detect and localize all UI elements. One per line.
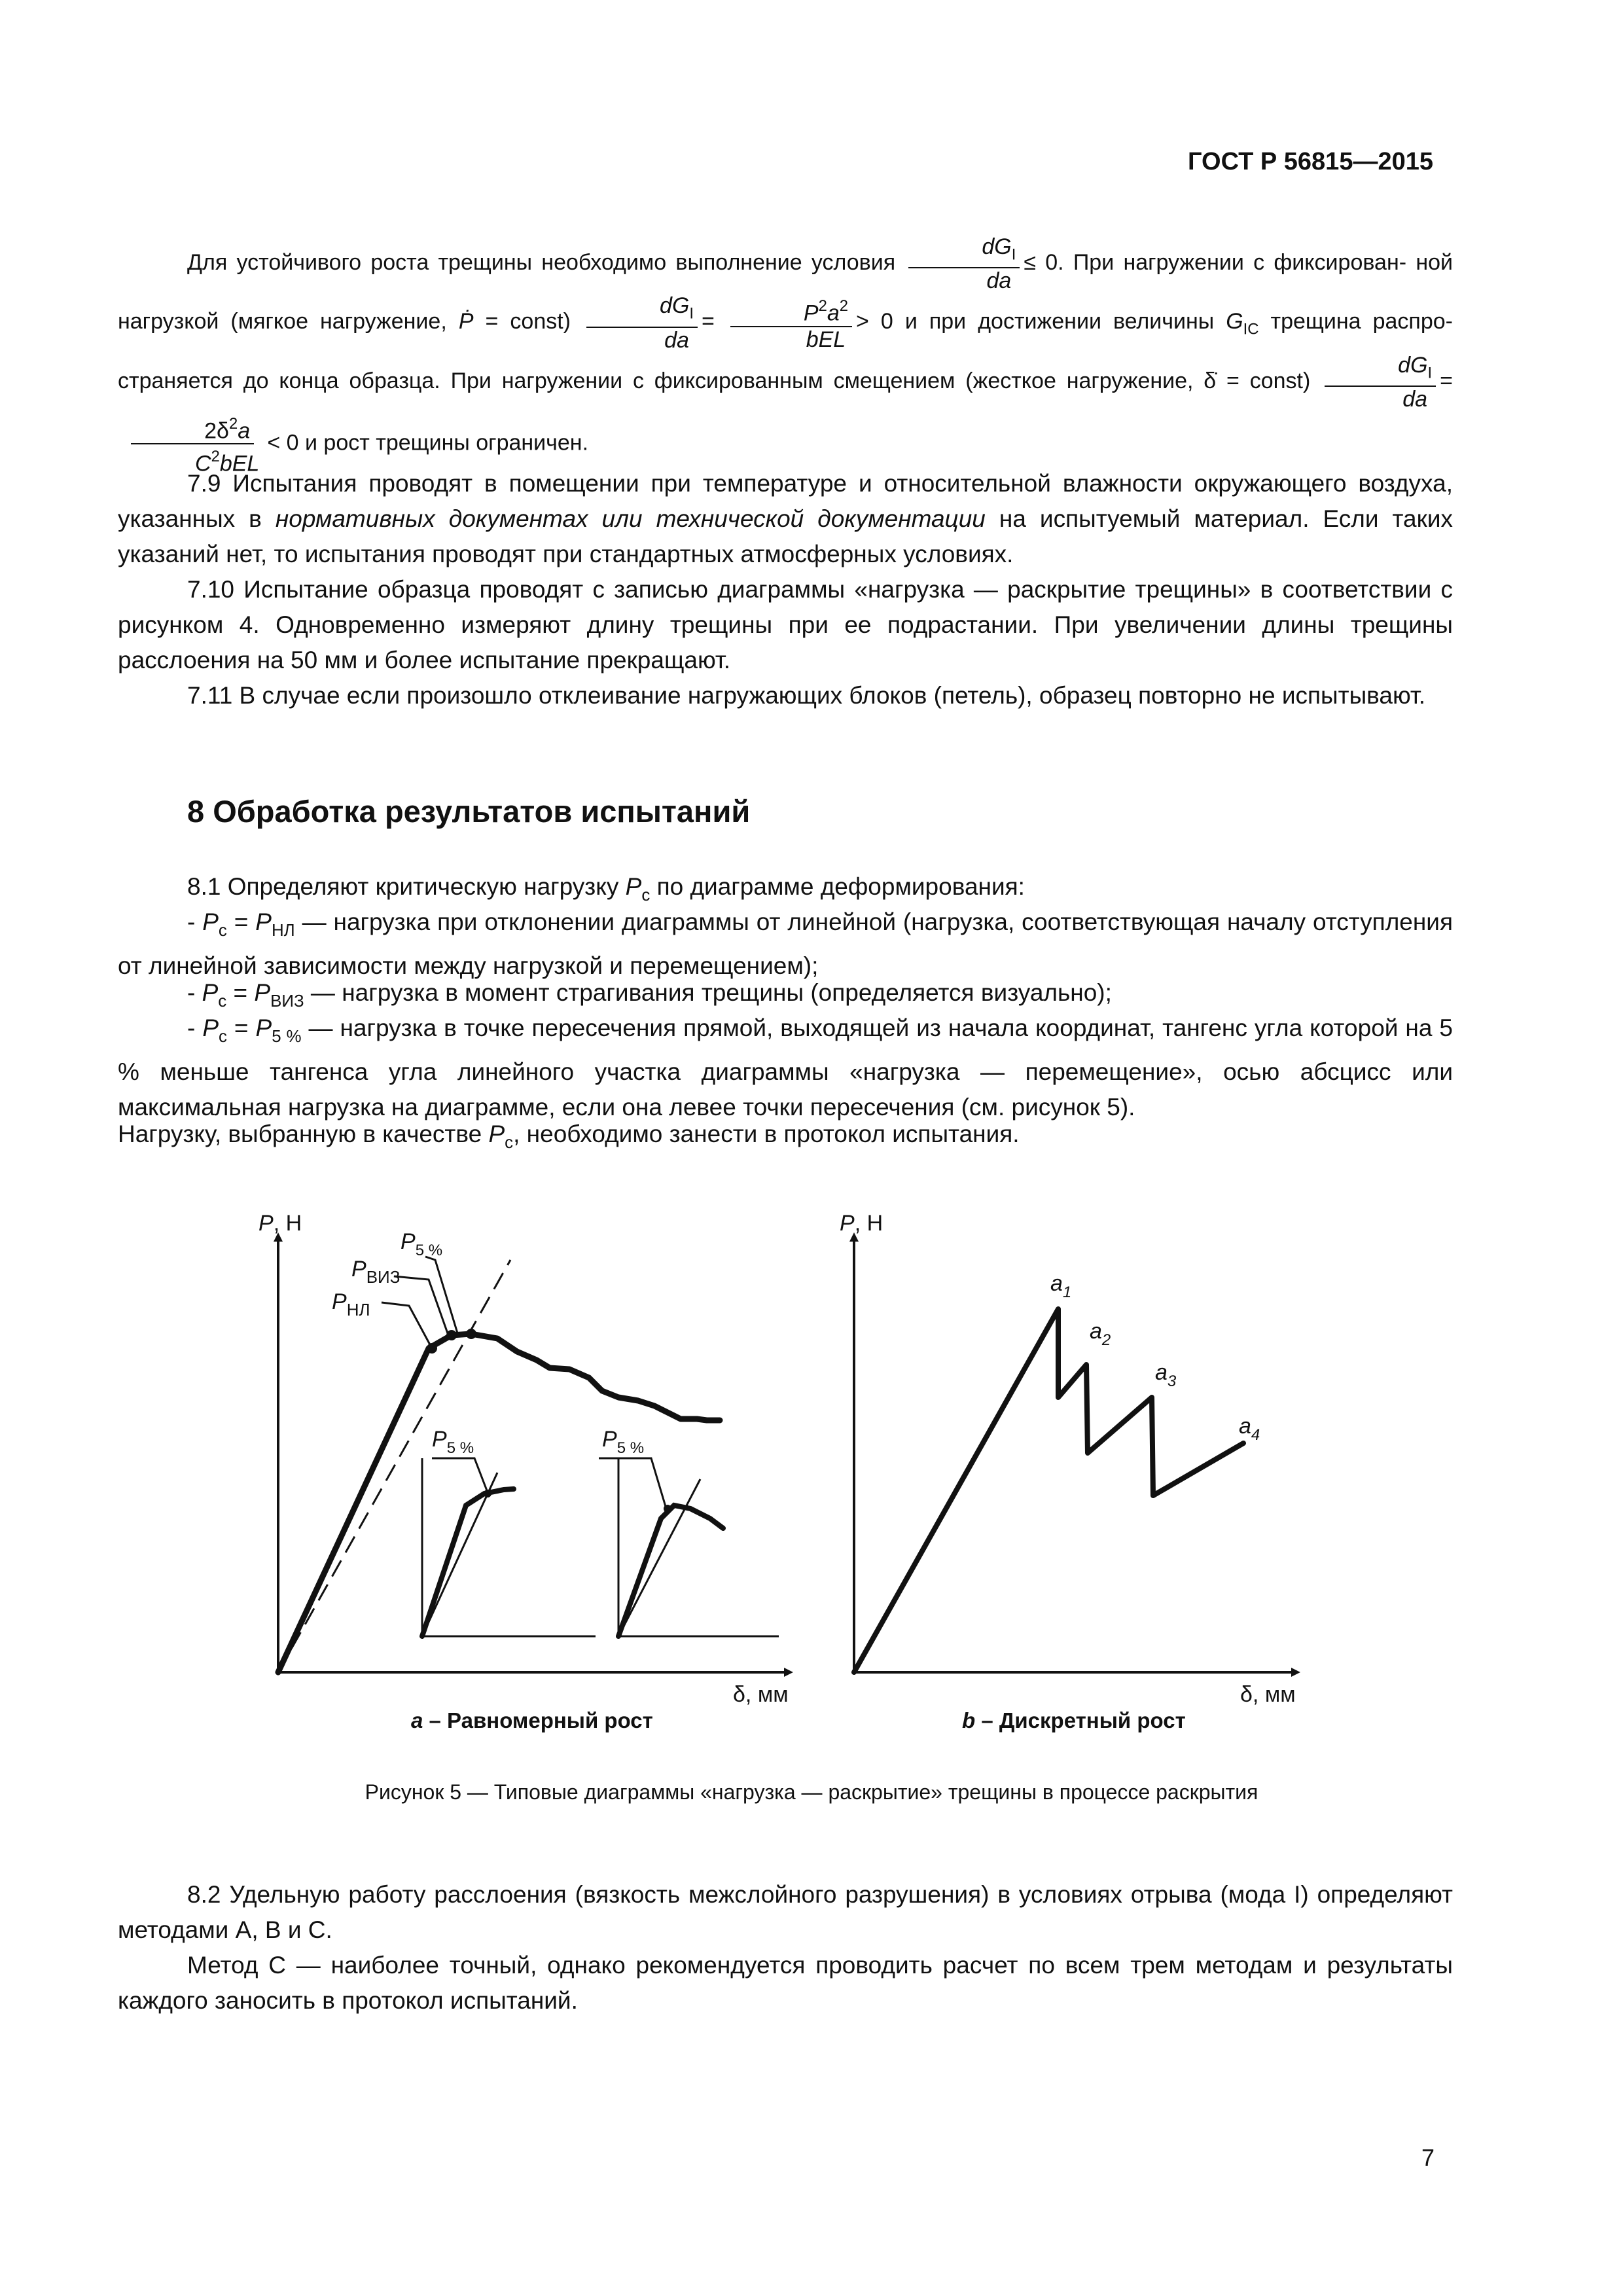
formula-text-7: и рост трещины ограничен. bbox=[304, 430, 589, 456]
panel-a-tangent-line bbox=[278, 1260, 510, 1672]
document-header: ГОСТ Р 56815—2015 bbox=[1188, 148, 1433, 175]
panel-b-load-curve bbox=[854, 1309, 1243, 1672]
paragraph-7-9: 7.9 Испытания проводят в помещении при температуре и относительной влажности окружающего воздуха, указанных в нормативных документах или технической документации на испытуемый материал. Если таких указаний нет, то испытания проводят при стандартных атмосферных условиях. bbox=[118, 470, 1453, 567]
panel-a-y-axis-label: P, Н bbox=[259, 1211, 302, 1236]
formula-text-5: трещина распро- bbox=[1270, 309, 1453, 334]
formula-text-6: страняется до конца образца. При нагружении с фиксированным смещением (жесткое нагружение, bbox=[118, 368, 1194, 393]
label-a4: $a_4$ bbox=[1239, 1414, 1260, 1444]
page-number: 7 bbox=[1421, 2144, 1435, 2171]
formula-text-2: При нагружении с фиксирован- bbox=[1073, 250, 1407, 276]
label-pnl: $P_{НЛ}$ bbox=[332, 1289, 370, 1319]
label-a1: $a_1$ bbox=[1050, 1271, 1072, 1301]
section-8-title: 8 Обработка результатов испытаний bbox=[187, 794, 751, 829]
bullet-p-5: - $P_c = P_{5 \%}$ — нагрузка в точке пересечения прямой, выходящей из начала координат, тангенс угла которой на 5 % меньше тангенса угла линейного участка диаграммы «нагрузка — перемещение», осью абсцисс или максимальная нагрузка на диаграмме, если она левее точки пересечения (см. рисунок 5). bbox=[118, 1014, 1453, 1121]
panel-b-caption: b – Дискретный рост bbox=[962, 1708, 1186, 1732]
panel-b-y-axis-label: P, Н bbox=[840, 1211, 883, 1236]
label-p5: $P_{5 \%}$ bbox=[401, 1229, 443, 1259]
panel-b-x-axis-label: δ, мм bbox=[1240, 1682, 1296, 1707]
panel-a-load-curve bbox=[278, 1334, 720, 1672]
label-a2: $a_2$ bbox=[1090, 1319, 1111, 1349]
inset-2 bbox=[599, 1427, 779, 1636]
paragraph-8-1: 8.1 Определяют критическую нагрузку $P_c$ по диаграмме деформирования: bbox=[187, 873, 1025, 905]
panel-b-axes bbox=[854, 1237, 1296, 1672]
figure-caption: Рисунок 5 — Типовые диаграммы «нагрузка — раскрытие» трещины в процессе раскрытия bbox=[365, 1780, 1258, 1804]
panel-a-caption: a – Равномерный рост bbox=[411, 1708, 653, 1732]
formula-text-1: Для устойчивого роста трещины необходимо выполнение условия bbox=[187, 250, 896, 276]
svg-text:P5 %: $P_{5 \%}$ bbox=[602, 1427, 645, 1457]
paragraph-protocol: Нагрузку, выбранную в качестве $P_c$, необходимо занести в протокол испытания. bbox=[118, 1121, 1020, 1153]
svg-text:P5 %: $P_{5 \%}$ bbox=[432, 1427, 474, 1457]
panel-a-markers bbox=[427, 1329, 476, 1354]
bullet-p-viz: - $P_c = P_{ВИЗ}$ — нагрузка в момент страгивания трещины (определяется визуально); bbox=[187, 979, 1112, 1011]
paragraph-7-10: 7.10 Испытание образца проводят с записью диаграммы «нагрузка — раскрытие трещины» в соответствии с рисунком 4. Одновременно измеряют длину трещины при ее подрастании. При увеличении длины трещины расслоения на 50 мм и более испытание прекращают. bbox=[118, 576, 1453, 673]
label-pviz: $P_{ВИЗ}$ bbox=[351, 1257, 401, 1287]
formula-paragraph: Для устойчивого роста трещины необходимо выполнение условия $\frac{dG_I}{da}$ ≤ 0. При нагружении с фиксирован- ной нагрузкой (мягкое нагружение, Ṗ = const) $\frac{dG_I}{da}$ = $\frac{P^2a^2}{\text{bEL}}$ > 0 и при достижении величины $G_{IC}$ трещина распро- страняется до конца образца. При нагружении с фиксированным смещением (жесткое нагружение, δ̇ = const) $\frac{dG_I}{da}$ = $\frac{2\delta^2a}{C^2bEL}$ < 0 и рост трещины ограничен. bbox=[118, 234, 1453, 476]
bullet-p-nl: - $P_c = P_{НЛ}$ — нагрузка при отклонении диаграммы от линейной (нагрузка, соответствующая началу отступления от линейной зависимости между нагрузкой и перемещением); bbox=[118, 908, 1453, 980]
formula-text-3: ной нагрузкой (мягкое нагружение, bbox=[118, 250, 1453, 334]
paragraph-8-2: 8.2 Удельную работу расслоения (вязкость межслойного разрушения) в условиях отрыва (мода I) определяют методами A, B и C. bbox=[118, 1881, 1453, 1943]
inset-1 bbox=[422, 1427, 596, 1636]
paragraph-7-11: 7.11 В случае если произошло отклеивание нагружающих блоков (петель), образец повторно не испытывают. bbox=[187, 682, 1426, 709]
label-a3: $a_3$ bbox=[1155, 1360, 1177, 1390]
panel-a-x-axis-label: δ, мм bbox=[733, 1682, 789, 1707]
paragraph-method-c: Метод С — наиболее точный, однако рекомендуется проводить расчет по всем трем методам и результаты каждого заносить в протокол испытаний. bbox=[118, 1952, 1453, 2014]
formula-text-4: и при достижении величины bbox=[904, 309, 1215, 334]
